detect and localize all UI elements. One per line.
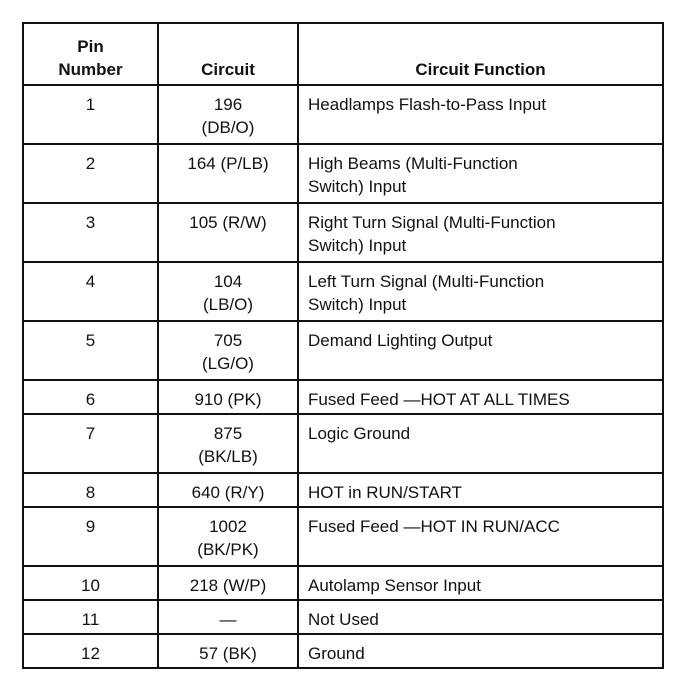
table-row	[23, 380, 663, 414]
table-row	[23, 414, 663, 473]
function-line: Demand Lighting Output	[308, 331, 493, 350]
circuit-line: 218 (W/P)	[189, 576, 267, 595]
circuit-line: (LB/O)	[202, 295, 254, 314]
header-row	[23, 23, 663, 85]
header-circuit-function: Circuit Function	[298, 23, 663, 85]
circuit-function-cell	[298, 414, 663, 473]
function-line: HOT in RUN/START	[308, 483, 462, 502]
table-row	[23, 634, 663, 668]
pin-number-cell: 9	[23, 507, 158, 566]
circuit-line: 104	[213, 272, 243, 291]
circuit-line: 705	[213, 331, 243, 350]
circuit-function-cell	[298, 203, 663, 262]
table-row	[23, 85, 663, 144]
circuit-line: 640 (R/Y)	[191, 483, 265, 502]
circuit-cell	[158, 262, 298, 321]
pin-number-cell: 10	[23, 566, 158, 600]
circuit-line: (DB/O)	[201, 118, 255, 137]
function-line: High Beams (Multi-Function	[308, 154, 518, 173]
circuit-function-cell	[298, 85, 663, 144]
circuit-cell	[158, 144, 298, 203]
table-row	[23, 600, 663, 634]
table-row	[23, 262, 663, 321]
table-row	[23, 203, 663, 262]
function-line: Switch) Input	[308, 236, 407, 255]
circuit-line: 1002	[209, 517, 247, 536]
pin-table-container	[22, 22, 662, 669]
circuit-cell	[158, 473, 298, 507]
pin-circuit-table	[22, 22, 664, 669]
circuit-line: (BK/LB)	[198, 447, 258, 466]
pin-number-cell: 11	[23, 600, 158, 634]
function-line: Right Turn Signal (Multi-Function	[308, 213, 556, 232]
pin-number-cell: 12	[23, 634, 158, 668]
circuit-cell	[158, 507, 298, 566]
table-row	[23, 321, 663, 380]
circuit-line: 105 (R/W)	[189, 213, 267, 232]
function-line: Fused Feed —HOT IN RUN/ACC	[308, 517, 560, 536]
circuit-cell	[158, 85, 298, 144]
circuit-line: 57 (BK)	[199, 644, 257, 663]
pin-number-cell: 8	[23, 473, 158, 507]
circuit-line: (BK/PK)	[197, 540, 259, 559]
circuit-function-cell	[298, 144, 663, 203]
circuit-function-cell	[298, 634, 663, 668]
function-line: Ground	[308, 644, 365, 663]
header-pin-number	[23, 23, 158, 85]
pin-number-cell: 1	[23, 85, 158, 144]
function-line: Not Used	[308, 610, 379, 629]
function-line: Switch) Input	[308, 177, 407, 196]
header-pin-line2: Number	[58, 60, 123, 79]
circuit-cell	[158, 321, 298, 380]
circuit-line: 910 (PK)	[194, 390, 262, 409]
table-row	[23, 566, 663, 600]
circuit-function-cell	[298, 600, 663, 634]
circuit-line: —	[219, 610, 237, 629]
pin-number-cell: 4	[23, 262, 158, 321]
table-row	[23, 144, 663, 203]
pin-number-cell: 2	[23, 144, 158, 203]
pin-number-cell: 5	[23, 321, 158, 380]
circuit-line: 196	[213, 95, 243, 114]
circuit-line: 164 (P/LB)	[187, 154, 269, 173]
circuit-function-cell	[298, 380, 663, 414]
circuit-cell	[158, 380, 298, 414]
pin-number-cell: 7	[23, 414, 158, 473]
circuit-function-cell	[298, 566, 663, 600]
pin-number-cell: 6	[23, 380, 158, 414]
circuit-cell	[158, 600, 298, 634]
table-row	[23, 507, 663, 566]
header-circuit: Circuit	[158, 23, 298, 85]
circuit-cell	[158, 634, 298, 668]
circuit-function-cell	[298, 262, 663, 321]
circuit-function-cell	[298, 321, 663, 380]
function-line: Logic Ground	[308, 424, 411, 443]
circuit-cell	[158, 414, 298, 473]
circuit-line: (LG/O)	[202, 354, 254, 373]
circuit-cell	[158, 203, 298, 262]
function-line: Autolamp Sensor Input	[308, 576, 481, 595]
circuit-cell	[158, 566, 298, 600]
header-pin-line1: Pin	[77, 37, 104, 56]
function-line: Fused Feed —HOT AT ALL TIMES	[308, 390, 570, 409]
function-line: Left Turn Signal (Multi-Function	[308, 272, 545, 291]
pin-number-cell: 3	[23, 203, 158, 262]
circuit-function-cell	[298, 473, 663, 507]
table-row	[23, 473, 663, 507]
circuit-function-cell	[298, 507, 663, 566]
function-line: Switch) Input	[308, 295, 407, 314]
function-line: Headlamps Flash-to-Pass Input	[308, 95, 547, 114]
circuit-line: 875	[213, 424, 243, 443]
